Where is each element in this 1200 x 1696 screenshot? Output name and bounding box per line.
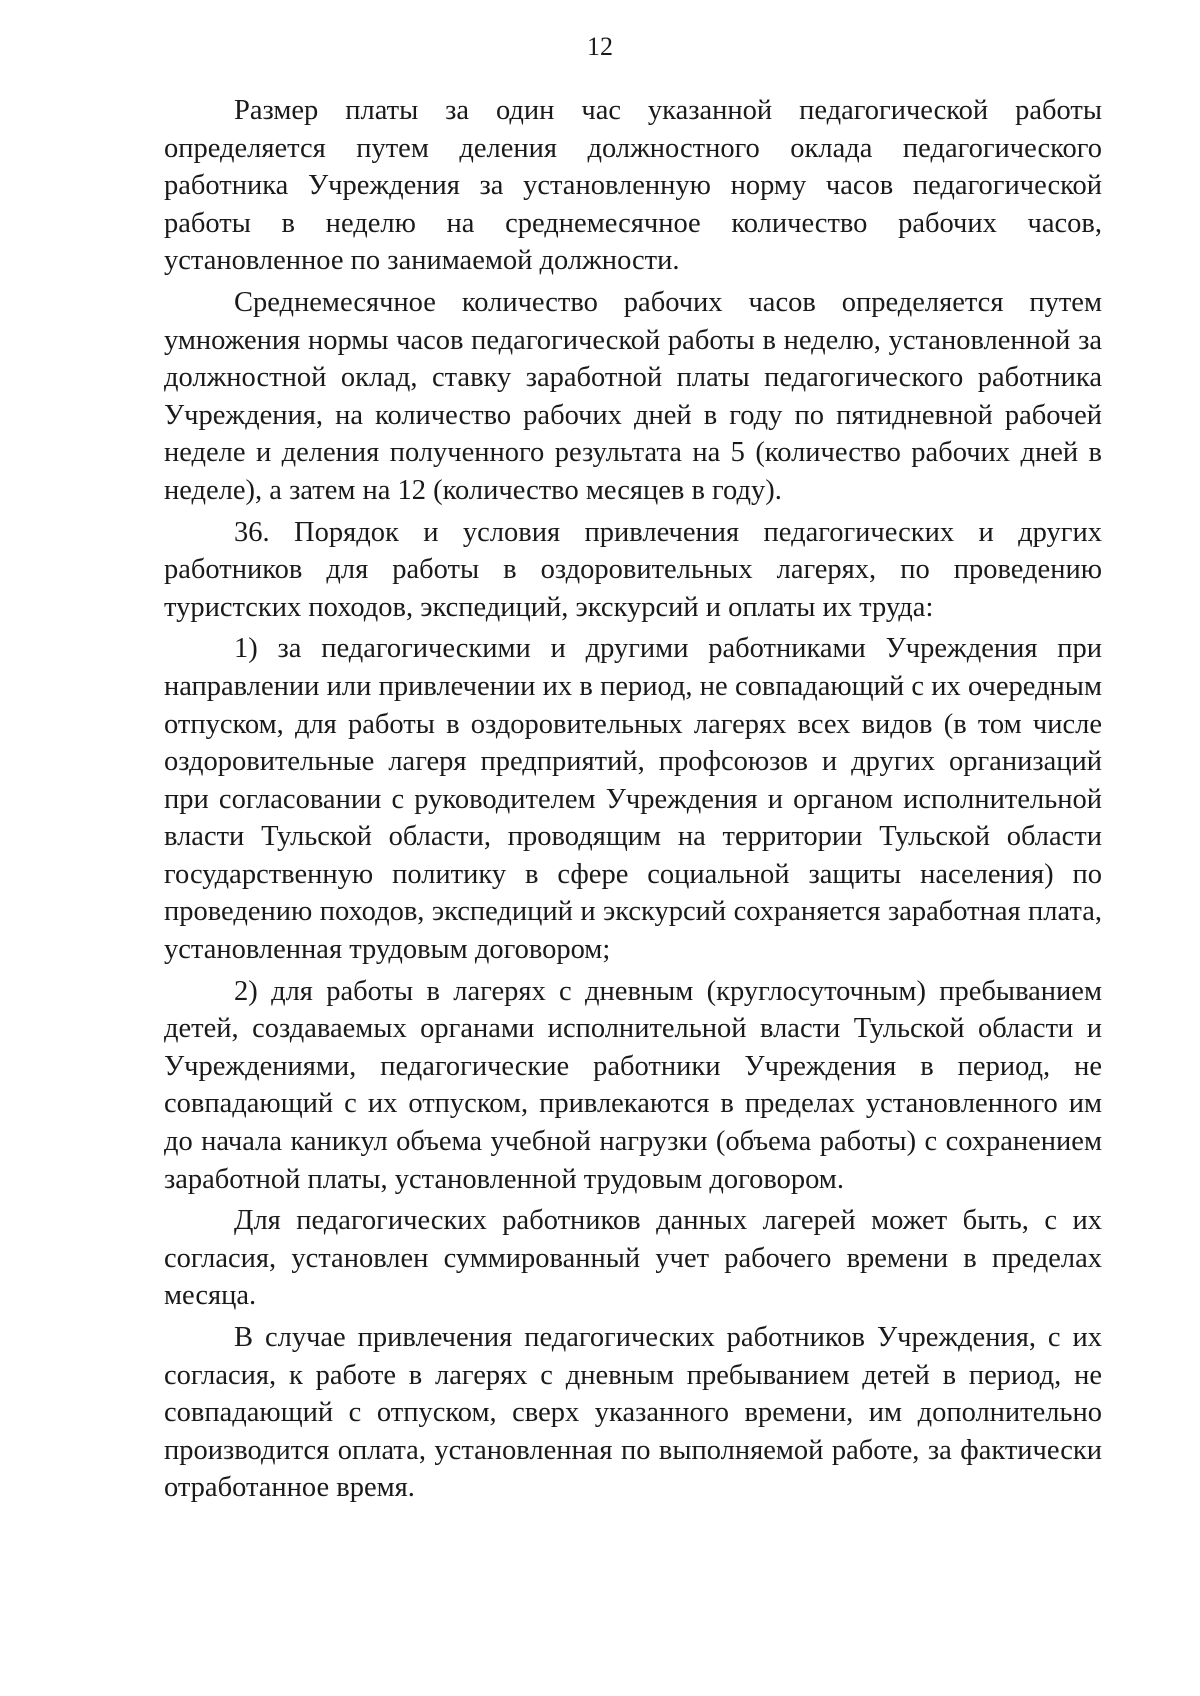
paragraph-hourly-rate: Размер платы за один час указанной педагогической работы определяется путем деления должностного оклада педагогического работника Учреждения за установленную норму часов педагогической работы в неделю на среднемесячное количество рабочих часов, установленное по занимаемой должности. — [164, 95, 1102, 277]
paragraph-subitem-2: 2) для работы в лагерях с дневным (круглосуточным) пребыванием детей, создаваемых органами исполнительной власти Тульской области и Учреждениями, педагогические работники Учреждения в период, не совпадающий с их отпуском, привлекаются в пределах установленного им до начала каникул объема учебной нагрузки (объема работы) с сохранением заработной платы, установленной трудовым договором. — [164, 975, 1102, 1195]
paragraph-additional-payment: В случае привлечения педагогических работников Учреждения, с их согласия, к работе в лагерях с дневным пребыванием детей в период, не совпадающий с отпуском, сверх указанного времени, им дополнительно производится оплата, установленная по выполняемой работе, за фактически отработанное время. — [164, 1322, 1102, 1504]
document-body — [164, 92, 1102, 1511]
paragraph-average-monthly-hours: Среднемесячное количество рабочих часов определяется путем умножения нормы часов педагогической работы в неделю, установленной за должностной оклад, ставку заработной платы педагогического работника Учреждения, на количество рабочих дней в году по пятидневной рабочей неделе и деления полученного результата на 5 (количество рабочих дней в неделе), а затем на 12 (количество месяцев в году). — [164, 286, 1102, 506]
paragraph-summarized-accounting: Для педагогических работников данных лагерей может быть, с их согласия, установлен суммированный учет рабочего времени в пределах месяца. — [164, 1205, 1102, 1312]
page-number: 12 — [587, 32, 613, 61]
paragraph-subitem-1: 1) за педагогическими и другими работниками Учреждения при направлении или привлечении их в период, не совпадающий с их очередным отпуском, для работы в оздоровительных лагерях всех видов (в том числе оздоровительные лагеря предприятий, профсоюзов и других организаций при согласовании с руководителем Учреждения и органом исполнительной власти Тульской области, проводящим на территории Тульской области государственную политику в сфере социальной защиты населения) по проведению походов, экспедиций и экскурсий сохраняется заработная плата, установленная трудовым договором; — [164, 633, 1102, 966]
paragraph-item-36: 36. Порядок и условия привлечения педагогических и других работников для работы в оздоровительных лагерях, по проведению туристских походов, экспедиций, экскурсий и оплаты их труда: — [164, 516, 1102, 623]
